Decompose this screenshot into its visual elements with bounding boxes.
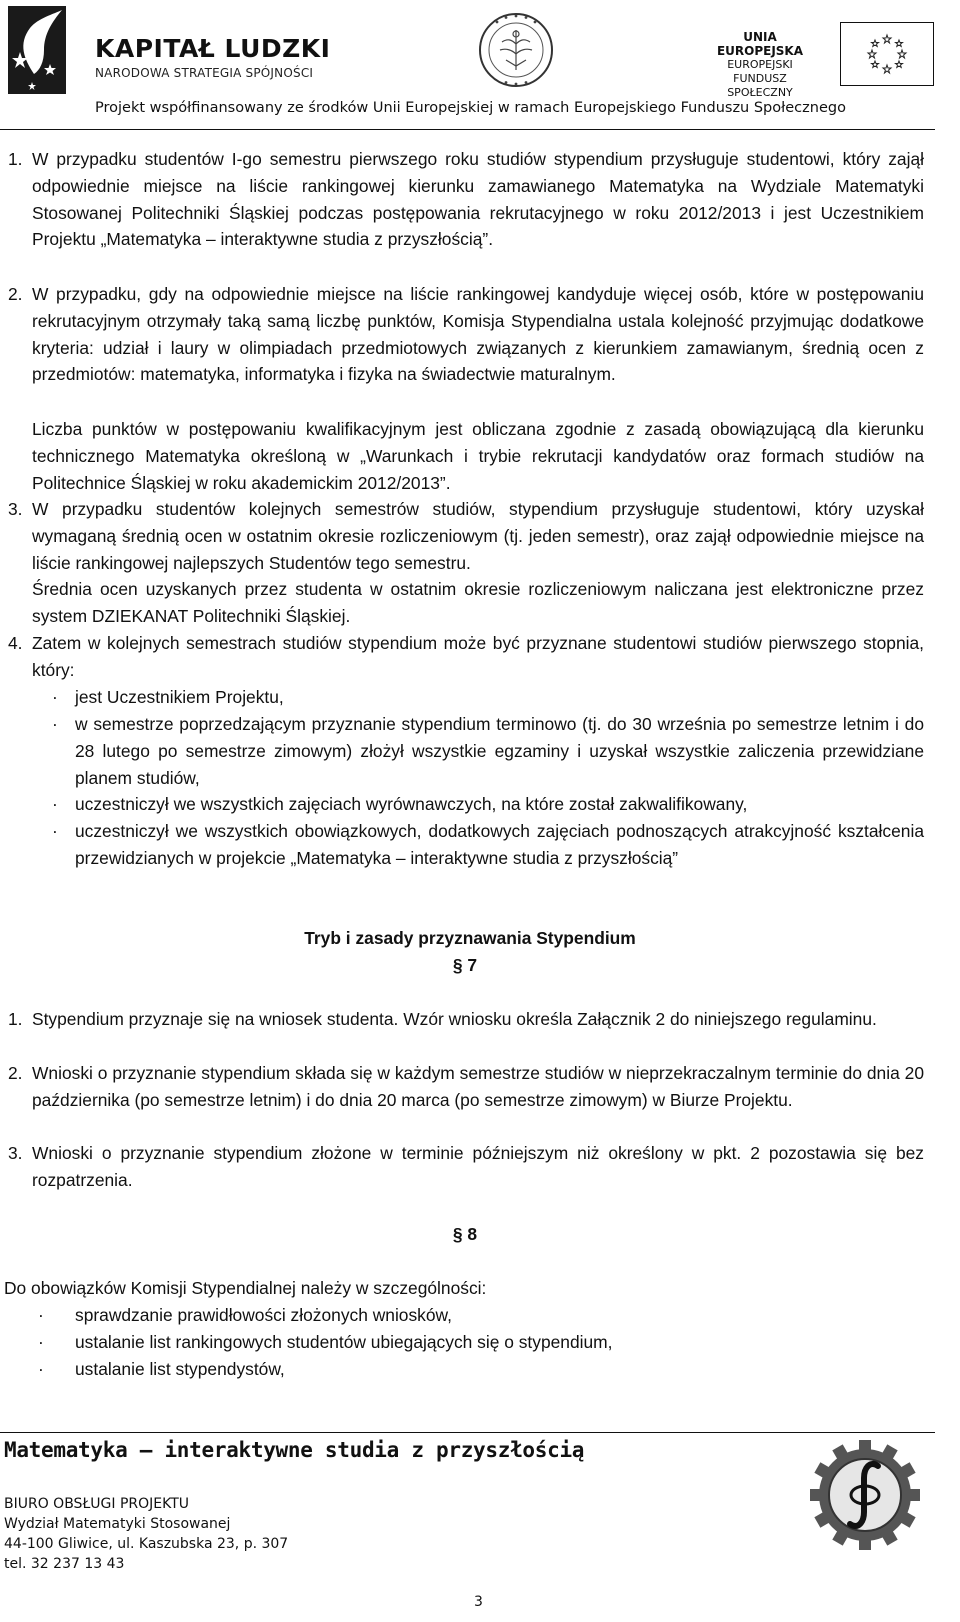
paragraph: Do obowiązków Komisji Stypendialnej należy w szczególności: <box>4 1278 487 1298</box>
list-number: 2. <box>8 1063 23 1083</box>
list-number: 1. <box>8 1009 23 1029</box>
page-number: 3 <box>474 1594 483 1610</box>
list-number: 1. <box>8 149 23 169</box>
list-number: 3. <box>8 499 23 519</box>
kapital-ludzki-logo <box>4 4 70 96</box>
list-item: ustalanie list rankingowych studentów ubiegających się o stypendium, <box>75 1332 613 1352</box>
header-divider <box>0 129 935 130</box>
bullet-icon: · <box>38 1359 44 1379</box>
address-line: BIURO OBSŁUGI PROJEKTU <box>4 1496 190 1512</box>
list-number: 4. <box>8 633 23 653</box>
paragraph: Wnioski o przyznanie stypendium złożone w terminie późniejszym niż określony w pkt. 2 pozostawia się bez rozpatrzenia. <box>32 1143 924 1190</box>
kapital-ludzki-subtitle: NARODOWA STRATEGIA SPÓJNOŚCI <box>95 66 314 80</box>
paragraph-sign-8: § 8 <box>452 1224 478 1244</box>
bullet-icon: · <box>52 821 58 841</box>
list-number: 2. <box>8 284 23 304</box>
eu-line-2: EUROPEJSKI <box>727 58 793 71</box>
list-item: uczestniczył we wszystkich zajęciach wyrównawczych, na które został zakwalifikowany, <box>75 794 748 814</box>
footer-address <box>4 1494 288 1574</box>
list-item: w semestrze poprzedzającym przyznanie stypendium terminowo (tj. do 30 września po semestrze letnim i do 28 lutego po semestrze zimowym) złożył wszystkie egzaminy i uzyskał wszystkie zaliczenia przewidziane planem studiów, <box>75 714 924 788</box>
eu-fund-text <box>700 30 820 100</box>
gear-integral-logo <box>808 1438 922 1552</box>
list-item: uczestniczył we wszystkich obowiązkowych, dodatkowych zajęciach podnoszących atrakcyjność kształcenia przewidzianych w projekcie „Matematyka – interaktywne studia z przyszłością” <box>75 821 924 868</box>
bullet-icon: · <box>52 714 58 734</box>
project-cofinancing-line: Projekt współfinansowany ze środków Unii Europejskiej w ramach Europejskiego Funduszu Społecznego <box>95 100 846 116</box>
bullet-icon: · <box>38 1332 44 1352</box>
bullet-icon: · <box>52 687 58 707</box>
paragraph: Liczba punktów w postępowaniu kwalifikacyjnym jest obliczana zgodnie z zasadą obowiązującą dla kierunku technicznego Matematyka określoną w „Warunkach i trybie rekrutacji kandydatów oraz formach studiów na Politechnice Śląskiej w roku akademickim 2012/2013”. <box>32 419 924 493</box>
section-heading: Tryb i zasady przyznawania Stypendium <box>304 928 636 948</box>
eu-line-1: UNIA EUROPEJSKA <box>716 30 804 58</box>
list-item: sprawdzanie prawidłowości złożonych wniosków, <box>75 1305 452 1325</box>
bullet-icon: · <box>38 1305 44 1325</box>
footer-divider <box>0 1432 935 1433</box>
kapital-ludzki-title: KAPITAŁ LUDZKI <box>95 34 331 63</box>
paragraph: W przypadku studentów kolejnych semestrów studiów, stypendium przysługuje studentowi, który uzyskał wymaganą średnią ocen w ostatnim okresie rozliczeniowym (tj. jeden semestr), oraz zajął odpowiednie miejsce na liście rankingowej najlepszych Studentów tego semestru. <box>32 499 924 573</box>
paragraph-sign-7: § 7 <box>452 955 478 975</box>
paragraph: Średnia ocen uzyskanych przez studenta w ostatnim okresie rozliczeniowym naliczana jest elektroniczne przez system DZIEKANAT Politechniki Śląskiej. <box>32 579 924 626</box>
address-line: Wydział Matematyki Stosowanej <box>4 1516 231 1532</box>
list-number: 3. <box>8 1143 23 1163</box>
paragraph: W przypadku studentów I-go semestru pierwszego roku studiów stypendium przysługuje studentowi, który zajął odpowiednie miejsce na liście rankingowej kierunku zamawianego Matematyka na Wydziale Matematyki Stosowanej Politechniki Śląskiej podczas postępowania rekrutacyjnego w roku 2012/2013 i jest Uczestnikiem Projektu „Matematyka – interaktywne studia z przyszłością”. <box>32 149 924 250</box>
page-header <box>0 0 960 140</box>
footer-project-title: Matematyka – interaktywne studia z przyszłością <box>4 1438 585 1462</box>
paragraph: W przypadku, gdy na odpowiednie miejsce na liście rankingowej kandyduje więcej osób, które w postępowaniu rekrutacyjnym otrzymały taką samą liczbę punktów, Komisja Stypendialna ustala kolejność przyjmując dodatkowe kryteria: udział i laury w olimpiadach przedmiotowych związanych z kierunkiem zamawianym, średnią ocen z przedmiotów: matematyka, informatyka i fizyka na świadectwie maturalnym. <box>32 284 924 385</box>
paragraph: Wnioski o przyznanie stypendium składa się w każdym semestrze studiów w nieprzekraczalnym terminie do dnia 20 października (po semestrze letnim) i do dnia 20 marca (po semestrze zimowym) w Biurze Projektu. <box>32 1063 924 1110</box>
paragraph: Zatem w kolejnych semestrach studiów stypendium może być przyznane studentowi studiów pierwszego stopnia, który: <box>32 633 924 680</box>
address-line: tel. 32 237 13 43 <box>4 1556 125 1572</box>
list-item: ustalanie list stypendystów, <box>75 1359 285 1379</box>
list-item: jest Uczestnikiem Projektu, <box>75 687 284 707</box>
paragraph: Stypendium przyznaje się na wniosek studenta. Wzór wniosku określa Załącznik 2 do niniejszego regulaminu. <box>32 1009 877 1029</box>
eu-line-3: FUNDUSZ SPOŁECZNY <box>727 72 793 99</box>
address-line: 44-100 Gliwice, ul. Kaszubska 23, p. 307 <box>4 1536 289 1552</box>
politechnika-seal-logo <box>474 8 558 92</box>
eu-flag-icon <box>840 22 934 86</box>
bullet-icon: · <box>52 794 58 814</box>
